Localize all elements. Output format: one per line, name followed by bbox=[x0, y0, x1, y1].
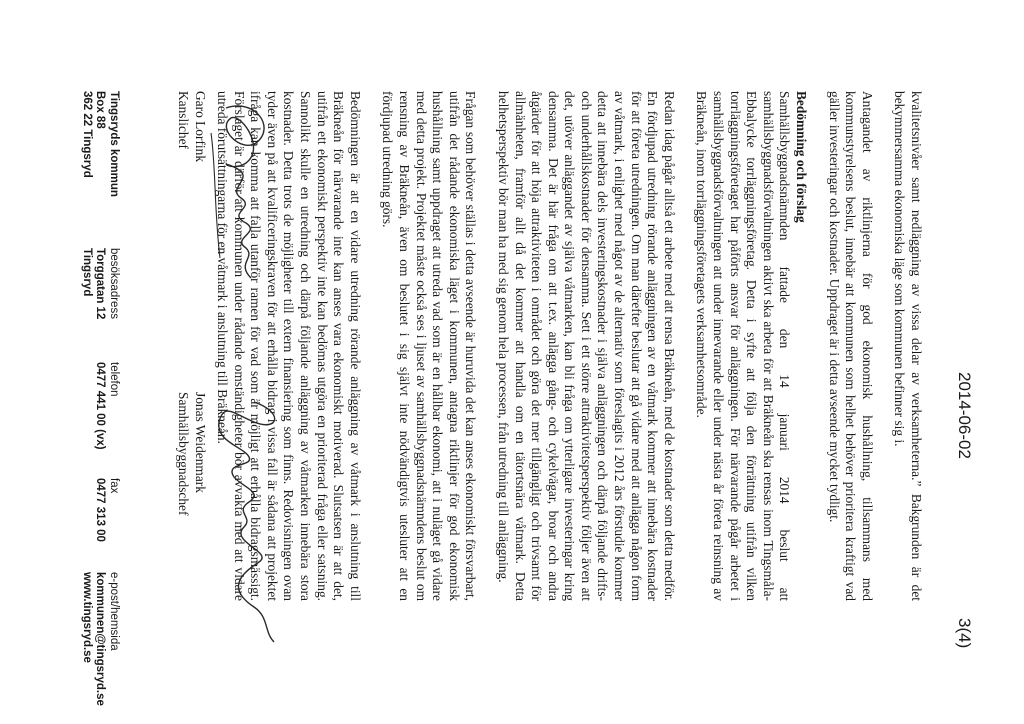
signature-right bbox=[174, 392, 208, 515]
footer-visit-street: Torggatan 12 bbox=[94, 248, 107, 320]
paragraph-conclusion: Bedömningen är att en vidare utredning rörande anläggning av våtmark i anslutning till Bräkneån för närvarande inte kan anses vara ekonomiskt motiverad. Slutsatsen är att det, utifrån ett ekonomiskt perspektiv inte kan bedömas utgöra en prioriterad fråga eller satsning. Sannolikt skulle en utredning och därpå följande anläggning av våtmarken innebära stora kostnader. Detta trots de möjligheter till extern finansiering som finns. Redovisningen ovan tyder även på att kvalificeringskraven för att erhålla bidrag i vissa fall är sådana att projektet ifråga kan komma att falla utanför ramen för vad som är möjligt att erhålla bidragsmässigt. Förslaget är därför att kommunen under rådande omständigheter bör avvakta med att vidare utreda förutsättningarna för en våtmark i anslutning till Bräkneån. bbox=[215, 91, 363, 601]
footer-fax-label: fax bbox=[108, 478, 120, 494]
signatory-right-name: Jonas Weidenmark bbox=[193, 392, 208, 493]
footer-web bbox=[79, 572, 120, 706]
document-date: 2014-06-02 bbox=[955, 372, 974, 459]
page-number: 3(4) bbox=[955, 618, 974, 649]
paragraph-decision: Samhällsbyggnadsnämnden fattade den 14 januari 2014 beslut att samhällsbyggnadsförvaltningen aktivt ska arbeta för att Bräkneån ska rensas inom Tingsmåla-Ebbalycke torrläggningsföretag. Detta i syfte att följa den förrättning utifrån vilken torrläggningsföretaget har påförts ansvar för anläggningen. För närvarande pågår arbetet i samhällsbyggnadsförvaltningen att under innevarande eller under nästa år förеta reinsning av Bräkneån, inom torrläggningsföretagets verksamhetsområde. bbox=[694, 91, 793, 601]
footer-visit bbox=[79, 248, 120, 319]
document-body bbox=[197, 91, 924, 601]
section-heading: Bedömning och förslag bbox=[794, 91, 810, 223]
footer-visit-city: Tingsryd bbox=[80, 248, 93, 297]
signatory-left-title: Kanslichef bbox=[176, 91, 192, 150]
footer-org-city: 362 22 Tingsryd bbox=[80, 91, 93, 178]
signature-right-scribble bbox=[199, 392, 294, 652]
footer-org-box: Box 88 bbox=[94, 91, 107, 129]
footer-email[interactable]: kommunen@tingsryd.se bbox=[94, 572, 107, 706]
paragraph-background: kvalitetsnivåer samt nedläggning av vissa delar av verksamheterna.” Bakgrunden är det bekymmersamma ekonomiska läge som kommunen befinner sig i. bbox=[892, 91, 924, 601]
footer-visit-label: besöksadress bbox=[108, 248, 120, 319]
footer-org-name: Tingsryds kommun bbox=[108, 91, 120, 197]
footer-web-label: e-post/hemsida bbox=[108, 572, 120, 651]
signature-left-scribble bbox=[196, 88, 286, 298]
footer-fax-value: 0477 313 00 bbox=[94, 478, 107, 542]
footer-phone bbox=[93, 362, 120, 450]
paragraph-costs: Redan idag pågår alltså ett arbete med att rensa Bräkneån, med de kostnader som detta medför. En fördjupad utredning rörande anläggningen av en våtmark kommer att innebära kostnader för att företa utredningen. Om man därefter beslutar att gå vidare med att anlägga någon form av våtmark, i enlighet med något av de alternativ som föreslagits i 2012 års förstudie kommer detta att innebära dels investeringskostnader i själva anläggningen och därpå följande drifts- och underhållskostnader för densamma. Sett i ett större attraktivitetsperspektiv följer även att det, utöver anläggandet av själva våtmarken, kan bli fråga om ytterligare investeringar kring densamma. Det är här fråga om att t.ex. anlägga gång- och cykelvägar, broar och andra åtgärder för att höja attraktiviteten i området och göra det mer tillgängligt och trivsamt för allmänheten, framför allt då det kommer att handla om en tätortsnära våtmark. Detta helhetsperspektiv bör man ha med sig genom hela processen, från utredning till anläggning. bbox=[495, 91, 677, 601]
signatory-right-title: Samhällsbyggnadschef bbox=[176, 392, 192, 516]
paragraph-guidelines: Antagandet av riktlinjerna för god ekonomisk hushållning, tillsammans med kommunstyrelsens beslut, innebär att kommunen som helhet behöver prioritera kraftigt vad gäller investeringar och kostnader. Uppdraget är i detta avseende mycket tydligt. bbox=[826, 91, 875, 601]
paragraph-question: Frågan som behöver ställas i detta avseende är huruvida det kan anses ekonomiskt försvarbart, utifrån det rådande ekonomiska läget i kommunen, antagna riktlinjer för god ekonomisk hushållning samt uppdraget att utreda vad som är en hållbar ekonomi, att i nuläget gå vidare med detta projekt. Projektet måste också ses i ljuset av samhällsbyggnadsnämndens beslut om rensning av Bräkneån, även om beslutet i sig självt inte nödvändigtvis utesluter att en fördjupad utredning görs. bbox=[380, 91, 479, 601]
footer-phone-label: telefon bbox=[108, 362, 120, 397]
footer-website[interactable]: www.tingsryd.se bbox=[80, 572, 93, 663]
footer-phone-value: 0477 441 00 (vx) bbox=[94, 362, 107, 450]
signatory-left-name: Garo Lorfink bbox=[193, 91, 208, 163]
footer-fax bbox=[93, 478, 120, 542]
footer-organization bbox=[79, 91, 120, 197]
signature-left bbox=[174, 91, 208, 162]
